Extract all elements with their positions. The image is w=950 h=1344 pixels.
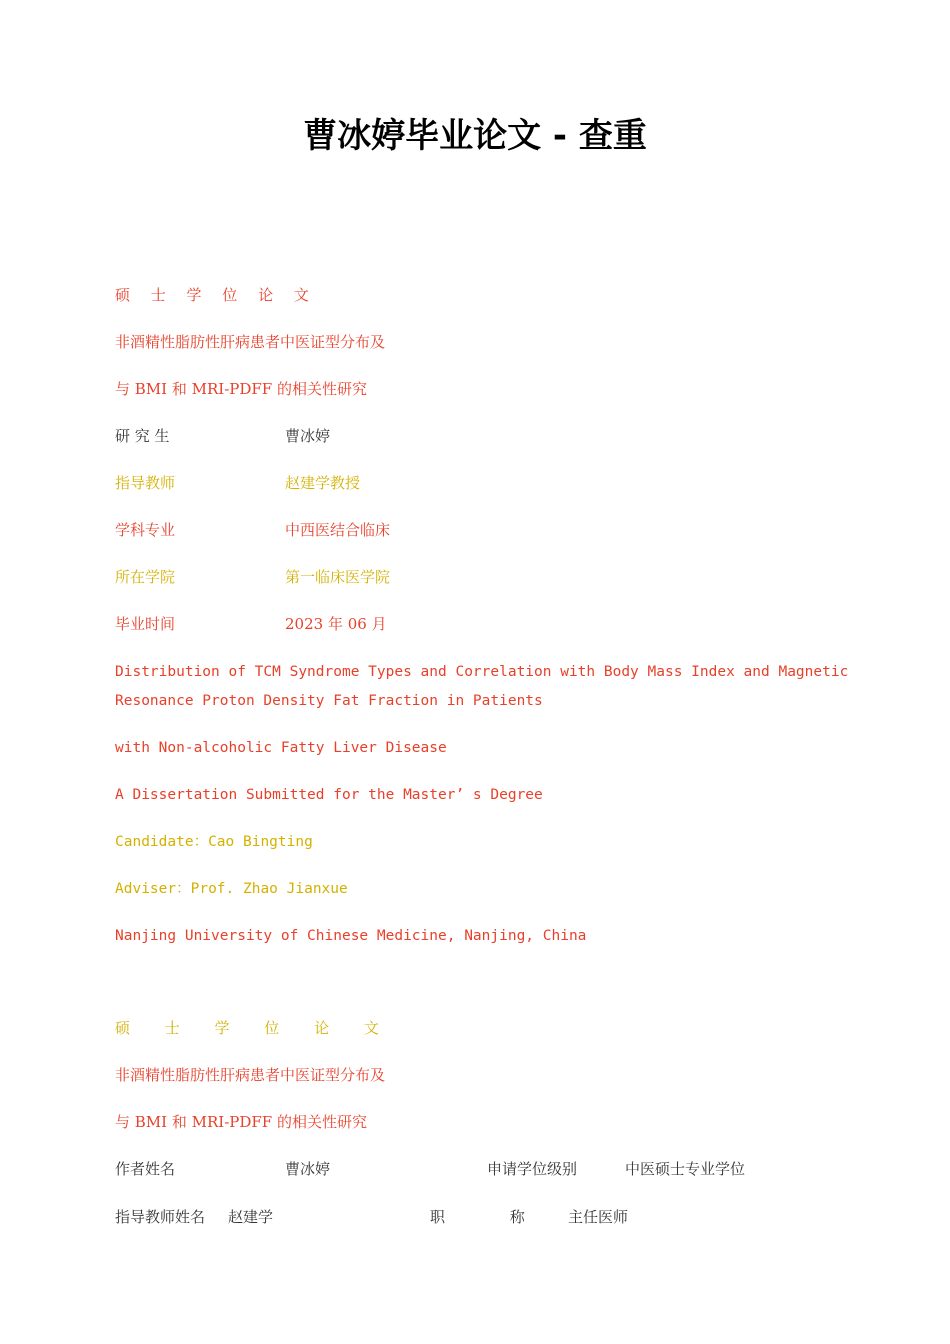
zh-title-line-1: 非酒精性脂肪性肝病患者中医证型分布及 — [115, 333, 386, 351]
field-label: 指导教师 — [115, 474, 176, 492]
author-row — [115, 1159, 815, 1179]
field-label: 所在学院 — [115, 568, 176, 586]
candidate: Candidate：Cao Bingting — [115, 834, 313, 850]
field-value: 曹冰婷 — [285, 427, 331, 445]
author-value: 曹冰婷 — [285, 1160, 331, 1178]
en-title-line-3: with Non-alcoholic Fatty Liver Disease — [115, 740, 447, 756]
field-row — [115, 614, 515, 634]
field-row — [115, 567, 515, 587]
field-row — [115, 520, 515, 540]
rank-value: 主任医师 — [568, 1208, 629, 1226]
author-label: 作者姓名 — [115, 1160, 176, 1178]
en-title-line-1: Distribution of TCM Syndrome Types and Correlation with Body Mass Index and Magnetic — [115, 664, 849, 680]
field-value: 中西医结合临床 — [285, 521, 391, 539]
en-degree: A Dissertation Submitted for the Master’ s Degree — [115, 787, 543, 803]
field-label: 毕业时间 — [115, 615, 176, 633]
degree-heading: 硕 士 学 位 论 文 — [115, 286, 317, 304]
zh-title-line-1b: 非酒精性脂肪性肝病患者中医证型分布及 — [115, 1066, 386, 1084]
field-label: 学科专业 — [115, 521, 176, 539]
level-value: 中医硕士专业学位 — [625, 1160, 746, 1178]
rank-label: 职 称 — [430, 1208, 555, 1226]
field-row — [115, 426, 515, 446]
page-title: 曹冰婷毕业论文 - 查重 — [303, 116, 647, 156]
field-value: 2023 年 06 月 — [285, 615, 387, 633]
adviser-label: 指导教师姓名 — [115, 1208, 206, 1226]
adviser: Adviser：Prof. Zhao Jianxue — [115, 881, 348, 897]
field-value: 第一临床医学院 — [285, 568, 391, 586]
adviser-value: 赵建学 — [228, 1208, 274, 1226]
degree-heading-2: 硕 士 学 位 论 文 — [115, 1019, 394, 1037]
en-title-line-2: Resonance Proton Density Fat Fraction in Patients — [115, 693, 543, 709]
field-label: 研 究 生 — [115, 427, 170, 445]
level-label: 申请学位级别 — [487, 1160, 578, 1178]
field-value: 赵建学教授 — [285, 474, 361, 492]
zh-title-line-2b: 与 BMI 和 MRI-PDFF 的相关性研究 — [115, 1113, 367, 1131]
adviser-row — [115, 1207, 815, 1227]
field-row — [115, 473, 515, 493]
zh-title-line-2: 与 BMI 和 MRI-PDFF 的相关性研究 — [115, 380, 367, 398]
university: Nanjing University of Chinese Medicine, Nanjing, China — [115, 928, 587, 944]
